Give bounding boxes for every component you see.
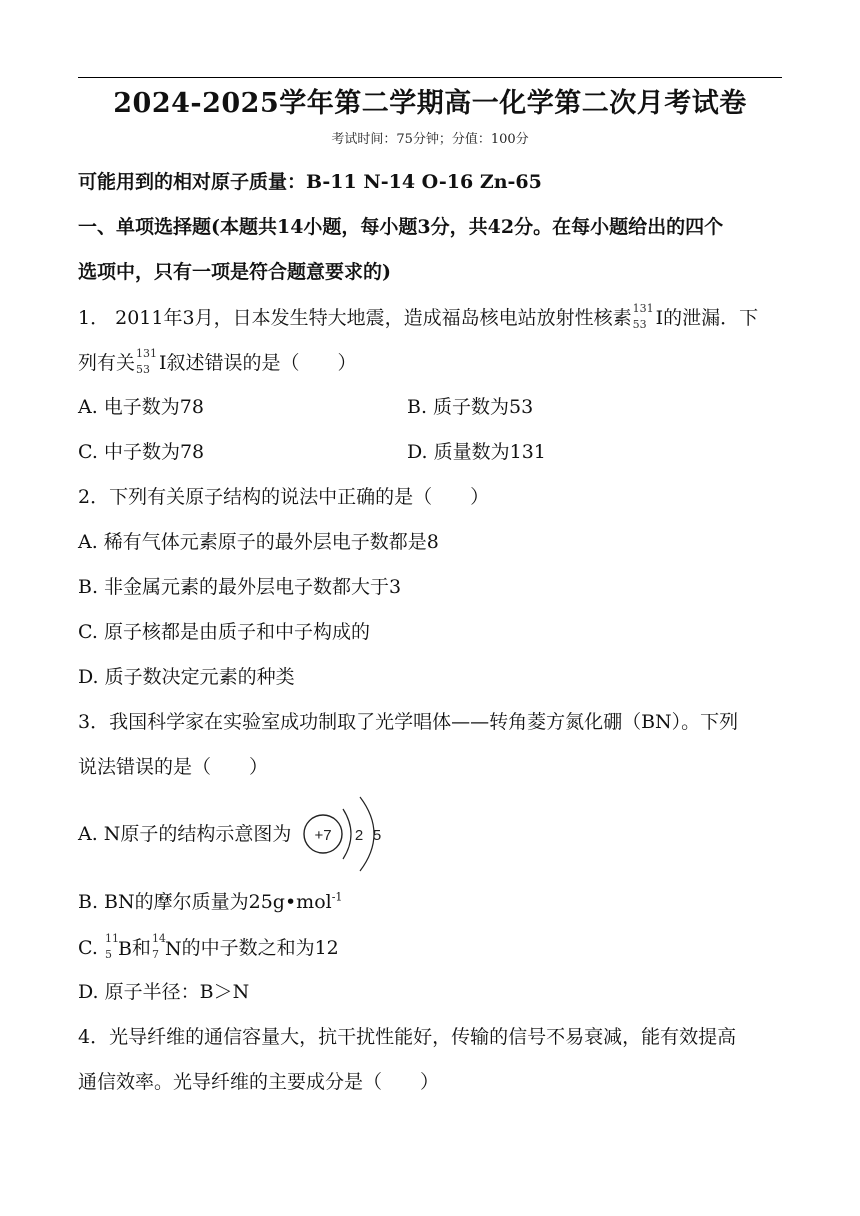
nitrogen-symbol: N <box>164 938 182 960</box>
q3-option-c <box>78 932 339 963</box>
question-1-stem-line2 <box>78 347 357 378</box>
header-rule <box>78 77 782 78</box>
q1-text-pre: 1． 2011年3月，日本发生特大地震，造成福岛核电站放射性核素 <box>78 307 632 329</box>
q3-option-c-and: 和 <box>131 937 151 959</box>
section-heading-line2: 选项中，只有一项是符合题意要求的) <box>78 261 391 283</box>
question-4-stem-line1: 4．光导纤维的通信容量大，抗干扰性能好，传输的信号不易衰减，能有效提高 <box>78 1026 737 1048</box>
question-4-stem-line2: 通信效率。光导纤维的主要成分是（ ） <box>78 1071 440 1093</box>
question-3-stem-line1: 3．我国科学家在实验室成功制取了光学唱体——转角菱方氮化硼（BN）。下列 <box>78 711 739 733</box>
shell-1-electrons: 2 <box>354 827 364 844</box>
inner-shell-arc <box>343 809 351 859</box>
nucleus-charge: +7 <box>314 827 332 844</box>
nuclide-atomic-number: 5 <box>104 948 112 961</box>
q2-option-b: B. 非金属元素的最外层电子数都大于3 <box>78 576 402 598</box>
nuclide-atomic-number: 7 <box>151 948 159 961</box>
nuclide-i131 <box>632 302 655 333</box>
q1-text2-pre: 列有关 <box>78 352 136 374</box>
q3-option-c-rest: 的中子数之和为12 <box>181 937 339 959</box>
nuclide-mass: 11 <box>104 932 119 945</box>
q3-option-b-text: B. BN的摩尔质量为25g•mol <box>78 891 332 913</box>
q2-option-c: C. 原子核都是由质子和中子构成的 <box>78 621 370 643</box>
boron-symbol: B <box>117 938 132 960</box>
nuclide-b11 <box>104 932 119 963</box>
q3-option-b <box>78 890 342 914</box>
nuclide-i131 <box>136 347 158 378</box>
nuclide-atomic-number: 53 <box>632 318 647 331</box>
shell-2-electrons: 5 <box>372 827 382 844</box>
exam-info: 考试时间：75分钟；分值：100分 <box>331 132 529 147</box>
q1-option-d: D. 质量数为131 <box>407 441 546 463</box>
nuclide-mass: 131 <box>136 347 158 360</box>
q1-option-a: A. 电子数为78 <box>78 396 204 418</box>
question-3-stem-line2: 说法错误的是（ ） <box>78 756 269 778</box>
question-1-stem-line1 <box>78 302 759 333</box>
nuclide-mass: 14 <box>151 932 166 945</box>
nuclide-atomic-number: 53 <box>136 363 151 376</box>
q1-text-post: I的泄漏．下 <box>655 307 759 329</box>
q3-option-a: A. N原子的结构示意图为 <box>78 823 292 845</box>
q1-text2-post: I叙述错误的是（ ） <box>159 352 357 374</box>
question-2-stem: 2．下列有关原子结构的说法中正确的是（ ） <box>78 486 490 508</box>
q3-option-d: D. 原子半径：B＞N <box>78 981 250 1003</box>
q2-option-d: D. 质子数决定元素的种类 <box>78 666 295 688</box>
q1-option-b: B. 质子数为53 <box>407 396 534 418</box>
q3-option-b-superscript: -1 <box>331 890 343 904</box>
atomic-masses: 可能用到的相对原子质量：B-11 N-14 O-16 Zn-65 <box>78 171 542 193</box>
q2-option-a: A. 稀有气体元素原子的最外层电子数都是8 <box>78 531 439 553</box>
nitrogen-atom-structure-diagram <box>302 792 388 876</box>
nuclide-mass: 131 <box>632 302 654 315</box>
q1-option-c: C. 中子数为78 <box>78 441 205 463</box>
q3-option-c-label: C. <box>78 937 104 959</box>
section-heading-line1: 一、单项选择题(本题共14小题，每小题3分，共42分。在每小题给出的四个 <box>78 216 724 238</box>
page-title: 2024-2025学年第二学期高一化学第二次月考试卷 <box>113 88 747 119</box>
nuclide-n14 <box>151 932 166 963</box>
